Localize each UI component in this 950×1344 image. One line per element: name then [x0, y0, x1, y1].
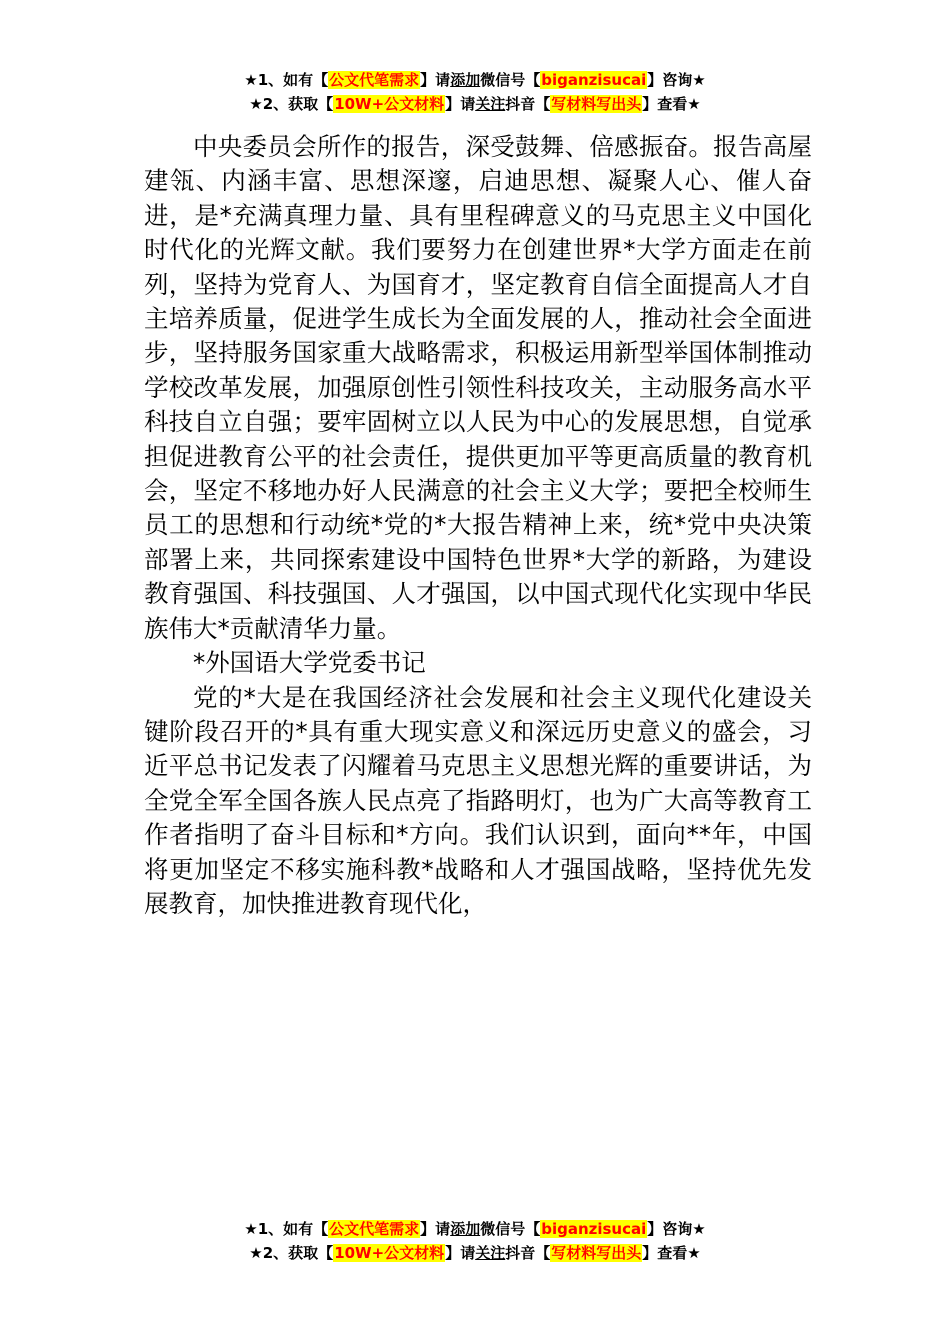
footer-line-1-suffix: 】咨询★	[647, 1220, 706, 1238]
header-line-2-middle-2: 抖音【	[505, 95, 551, 113]
footer-line-1-highlight-wechat-id: biganzisucai	[541, 1220, 647, 1238]
header-line-1-underlined: 添加	[450, 71, 481, 89]
footer-line-1-middle-2: 微信号【	[480, 1220, 541, 1238]
header-line-2-highlight-douyin: 写材料写出头	[551, 95, 642, 113]
section-heading-author: *外国语大学党委书记	[193, 648, 426, 678]
header-line-1-highlight-service: 公文代笔需求	[329, 71, 420, 89]
footer-line-2-prefix: ★2、获取【	[249, 1244, 334, 1262]
header-line-1	[0, 68, 950, 92]
header-banner	[0, 68, 950, 116]
header-line-1-middle-2: 微信号【	[480, 71, 541, 89]
header-line-2-underlined: 关注	[475, 95, 506, 113]
footer-line-2-highlight-douyin: 写材料写出头	[551, 1244, 642, 1262]
footer-line-2	[0, 1241, 950, 1265]
header-line-1-middle: 】请	[420, 71, 451, 89]
header-line-2-highlight-materials: 10W+公文材料	[334, 95, 445, 113]
header-line-1-highlight-wechat-id: biganzisucai	[541, 71, 647, 89]
body-paragraph-1: 中央委员会所作的报告，深受鼓舞、倍感振奋。报告高屋建瓴、内涵丰富、思想深邃，启迪思想、凝聚人心、催人奋进，是*充满真理力量、具有里程碑意义的马克思主义中国化时代化的光辉文献。我们要努力在创建世界*大学方面走在前列，坚持为党育人、为国育才，坚定教育自信全面提高人才自主培养质量，促进学生成长为全面发展的人，推动社会全面进步，坚持服务国家重大战略需求，积极运用新型举国体制推动学校改革发展，加强原创性引领性科技攻关，主动服务高水平科技自立自强；要牢固树立以人民为中心的发展思想，自觉承担促进教育公平的社会责任，提供更加平等更高质量的教育机会，坚定不移地办好人民满意的社会主义大学；要把全校师生员工的思想和行动统*党的*大报告精神上来，统*党中央决策部署上来，共同探索建设中国特色世界*大学的新路，为建设教育强国、科技强国、人才强国，以中国式现代化实现中华民族伟大*贡献清华力量。	[144, 132, 812, 643]
footer-line-2-middle-2: 抖音【	[505, 1244, 551, 1262]
footer-line-1-middle: 】请	[420, 1220, 451, 1238]
footer-line-2-underlined: 关注	[475, 1244, 506, 1262]
document-body	[144, 130, 812, 921]
header-line-2-suffix: 】查看★	[642, 95, 701, 113]
header-line-1-suffix: 】咨询★	[647, 71, 706, 89]
footer-banner	[0, 1217, 950, 1265]
header-line-2-middle: 】请	[445, 95, 476, 113]
header-line-2-prefix: ★2、获取【	[249, 95, 334, 113]
body-paragraph-2: 党的*大是在我国经济社会发展和社会主义现代化建设关键阶段召开的*具有重大现实意义和深远历史意义的盛会，习近平总书记发表了闪耀着马克思主义思想光辉的重要讲话，为全党全军全国各族人民点亮了指路明灯，也为广大高等教育工作者指明了奋斗目标和*方向。我们认识到，面向**年，中国将更加坚定不移实施科教*战略和人才强国战略，坚持优先发展教育，加快推进教育现代化，	[144, 682, 812, 918]
header-line-1-prefix: ★1、如有【	[244, 71, 329, 89]
footer-line-1-underlined: 添加	[450, 1220, 481, 1238]
footer-line-1	[0, 1217, 950, 1241]
footer-line-2-middle: 】请	[445, 1244, 476, 1262]
header-line-2	[0, 92, 950, 116]
footer-line-2-suffix: 】查看★	[642, 1244, 701, 1262]
footer-line-1-highlight-service: 公文代笔需求	[329, 1220, 420, 1238]
footer-line-1-prefix: ★1、如有【	[244, 1220, 329, 1238]
footer-line-2-highlight-materials: 10W+公文材料	[334, 1244, 445, 1262]
